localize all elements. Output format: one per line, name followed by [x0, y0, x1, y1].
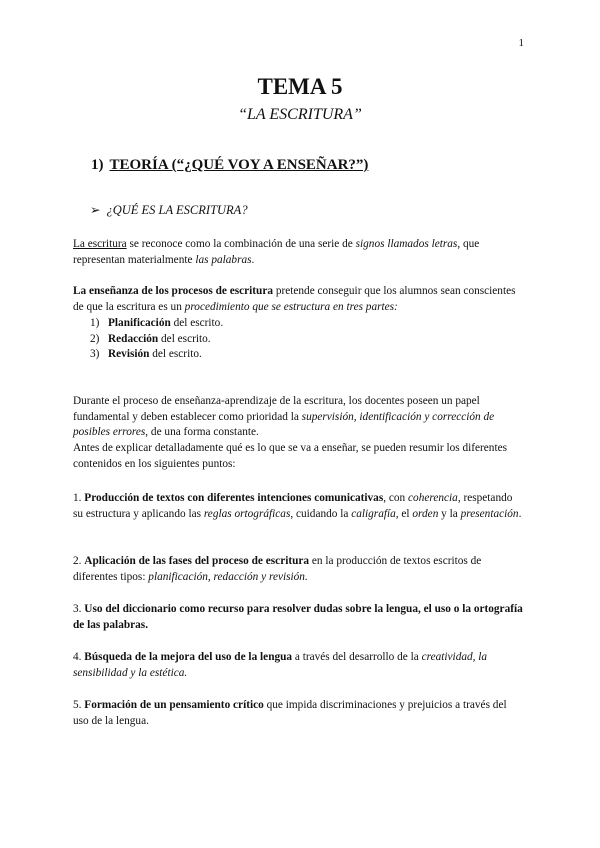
italic-run: signos llamados letras: [355, 238, 458, 250]
bullet-heading: [90, 202, 248, 218]
document-subtitle: “LA ESCRITURA”: [238, 106, 362, 123]
bold-run: Producción de textos con diferentes intenciones comunicativas: [84, 492, 384, 504]
text-run: pretende conseguir que los alumnos sean conscientes de que la escritura es un: [73, 285, 516, 313]
point-5: [73, 698, 525, 729]
point-number: 3.: [73, 603, 85, 615]
bold-run: Redacción: [108, 332, 159, 345]
italic-run: coherencia: [408, 492, 458, 504]
list-item: [73, 347, 223, 363]
paragraph-teaching: [73, 284, 525, 315]
bold-run: Búsqueda de la mejora del uso de la lengua: [84, 651, 293, 663]
italic-run: las palabras: [195, 253, 252, 266]
list-number: 3): [90, 348, 100, 361]
text-run: en la producción de textos escritos de diferentes tipos:: [73, 555, 482, 583]
text-run: a través del desarrollo de la: [292, 651, 422, 663]
italic-run: creatividad, la sensibilidad y la estética.: [73, 651, 488, 679]
point-number: 1.: [73, 492, 85, 504]
italic-run: supervisión, identificación y corrección de posibles errores: [73, 410, 495, 439]
point-2: [73, 554, 525, 585]
bold-run: La enseñanza de los procesos de escritura: [73, 285, 273, 297]
text-run: , de una forma constante.: [145, 426, 259, 439]
text-run: .: [518, 507, 522, 520]
text-run: , respetando su estructura y aplicando las: [73, 492, 513, 520]
point-number: 5.: [73, 699, 85, 711]
italic-run: planificación, redacción y revisión.: [148, 570, 308, 583]
list-number: 1): [90, 317, 100, 329]
paragraph-process: [73, 394, 525, 441]
bold-run: Revisión: [108, 348, 150, 361]
list-item: [73, 332, 223, 348]
paragraph-definition: [73, 237, 525, 268]
point-number: 4.: [73, 651, 85, 663]
text-run: y la: [438, 507, 461, 520]
point-3: [73, 602, 525, 633]
point-1: [73, 491, 525, 522]
text-run: se reconoce como la combinación de una serie de: [126, 238, 356, 250]
point-4: [73, 650, 525, 681]
bullet-heading-text: ¿QUÉ ES LA ESCRITURA?: [106, 203, 248, 217]
text-run: del escrito.: [149, 348, 202, 361]
list-item: [73, 316, 223, 332]
bold-run: Uso del diccionario como recurso para resolver dudas sobre la lengua, el uso o la ortografía de las palabras.: [73, 603, 523, 631]
term-escritura: La escritura: [73, 238, 127, 250]
page-number: 1: [518, 37, 524, 49]
text-run: , cuidando la: [290, 507, 352, 520]
text-run: , el: [395, 507, 413, 520]
italic-run: caligrafía: [351, 507, 396, 520]
text-run: , con: [383, 492, 409, 504]
point-number: 2.: [73, 555, 85, 567]
text-run: que impida discriminaciones y prejuicios a través del uso de la lengua.: [73, 699, 507, 727]
steps-list: [73, 316, 223, 363]
text-run: , que representan materialmente: [73, 238, 480, 266]
bold-run: Formación de un pensamiento crítico: [84, 699, 264, 711]
italic-run: reglas ortográficas: [203, 507, 291, 520]
bold-run: Planificación: [108, 317, 171, 329]
text-run: Durante el proceso de enseñanza-aprendizaje de la escritura, los docentes poseen un papel fundamental y deben establecer como prioridad la: [73, 395, 480, 423]
arrow-bullet-icon: ➢: [90, 203, 101, 217]
text-run: .: [251, 253, 255, 266]
section-heading: [91, 157, 368, 174]
italic-run: orden: [412, 507, 439, 520]
section-heading-text: TEORÍA (“¿QUÉ VOY A ENSEÑAR?”): [109, 157, 369, 173]
bold-run: Aplicación de las fases del proceso de escritura: [84, 555, 310, 567]
italic-run: procedimiento que se estructura en tres partes:: [184, 300, 398, 313]
section-number: 1): [91, 157, 104, 173]
list-number: 2): [90, 332, 100, 345]
text-run: del escrito.: [170, 317, 224, 329]
document-title: TEMA 5: [257, 74, 343, 99]
italic-run: presentación: [460, 507, 519, 520]
paragraph-intro-points: Antes de explicar detalladamente qué es lo que se va a enseñar, se pueden resumir los diferentes contenidos en los siguientes puntos:: [73, 442, 507, 470]
text-run: del escrito.: [158, 332, 211, 345]
